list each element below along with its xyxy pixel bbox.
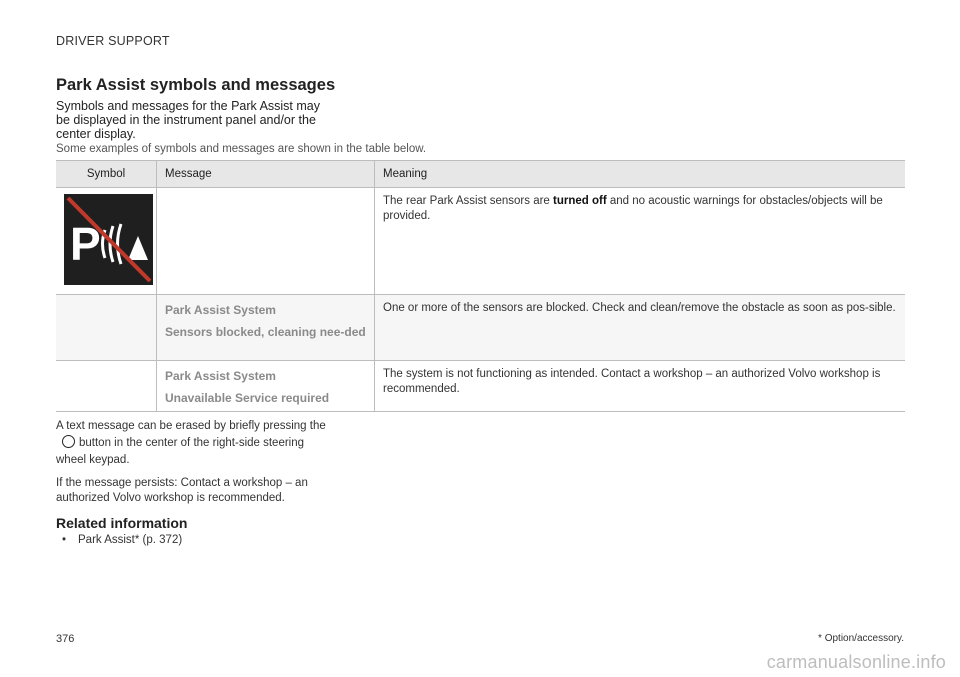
symbols-messages-table <box>56 160 905 412</box>
symbol-cell <box>56 295 157 361</box>
message-cell <box>157 295 375 361</box>
related-info-item[interactable] <box>62 534 182 546</box>
page-title: Park Assist symbols and messages <box>56 76 336 94</box>
message-cell <box>157 361 375 412</box>
circle-button-icon <box>62 435 75 448</box>
page-number: 376 <box>56 633 75 645</box>
meaning-cell: One or more of the sensors are blocked. Check and clean/remove the obstacle as soon as pos-sible. <box>375 295 906 361</box>
message-title: Park Assist System <box>165 303 276 317</box>
park-assist-off-icon <box>64 194 153 285</box>
erase-note-text-before: A text message can be erased by briefly pressing the <box>56 420 326 432</box>
symbol-column-header: Symbol <box>56 161 157 188</box>
svg-text:P: P <box>69 218 101 270</box>
table-row <box>56 295 905 361</box>
meaning-text-rest: and no acoustic warnings for obstacles/objects will be provided. <box>383 195 883 222</box>
meaning-cell: The system is not functioning as intended. Contact a workshop – an authorized Volvo workshop is recommended. <box>375 361 906 412</box>
symbol-cell <box>56 361 157 412</box>
related-info-heading: Related information <box>56 515 188 531</box>
erase-message-note <box>56 418 336 469</box>
table-header-row <box>56 161 905 188</box>
message-cell <box>157 188 375 295</box>
meaning-text: The rear Park Assist sensors are <box>383 195 554 207</box>
watermark: carmanualsonline.info <box>766 652 946 672</box>
related-link-park-assist[interactable]: Park Assist* (p. 372) <box>78 534 183 546</box>
intro-text: Symbols and messages for the Park Assist may be displayed in the instrument panel and/or the center display. <box>56 99 320 141</box>
message-title: Park Assist System <box>165 369 276 383</box>
table-row <box>56 361 905 412</box>
meaning-emphasis: turned off <box>553 195 607 207</box>
symbol-cell <box>56 188 157 295</box>
meaning-cell <box>375 188 906 295</box>
meaning-column-header: Meaning <box>375 161 906 188</box>
bullet-icon: • <box>62 534 67 546</box>
persist-message-note: If the message persists: Contact a workshop – an authorized Volvo workshop is recommended. <box>56 477 308 504</box>
table-row <box>56 188 905 295</box>
erase-note-text-after: button in the center of the right-side steering wheel keypad. <box>56 437 305 466</box>
message-subtitle: Unavailable Service required <box>165 391 330 405</box>
message-subtitle: Sensors blocked, cleaning nee-ded <box>165 325 366 339</box>
footnote: * Option/accessory. <box>818 633 904 644</box>
table-lead-text: Some examples of symbols and messages are shown in the table below. <box>56 143 427 155</box>
message-column-header: Message <box>157 161 375 188</box>
section-header: DRIVER SUPPORT <box>56 34 170 48</box>
